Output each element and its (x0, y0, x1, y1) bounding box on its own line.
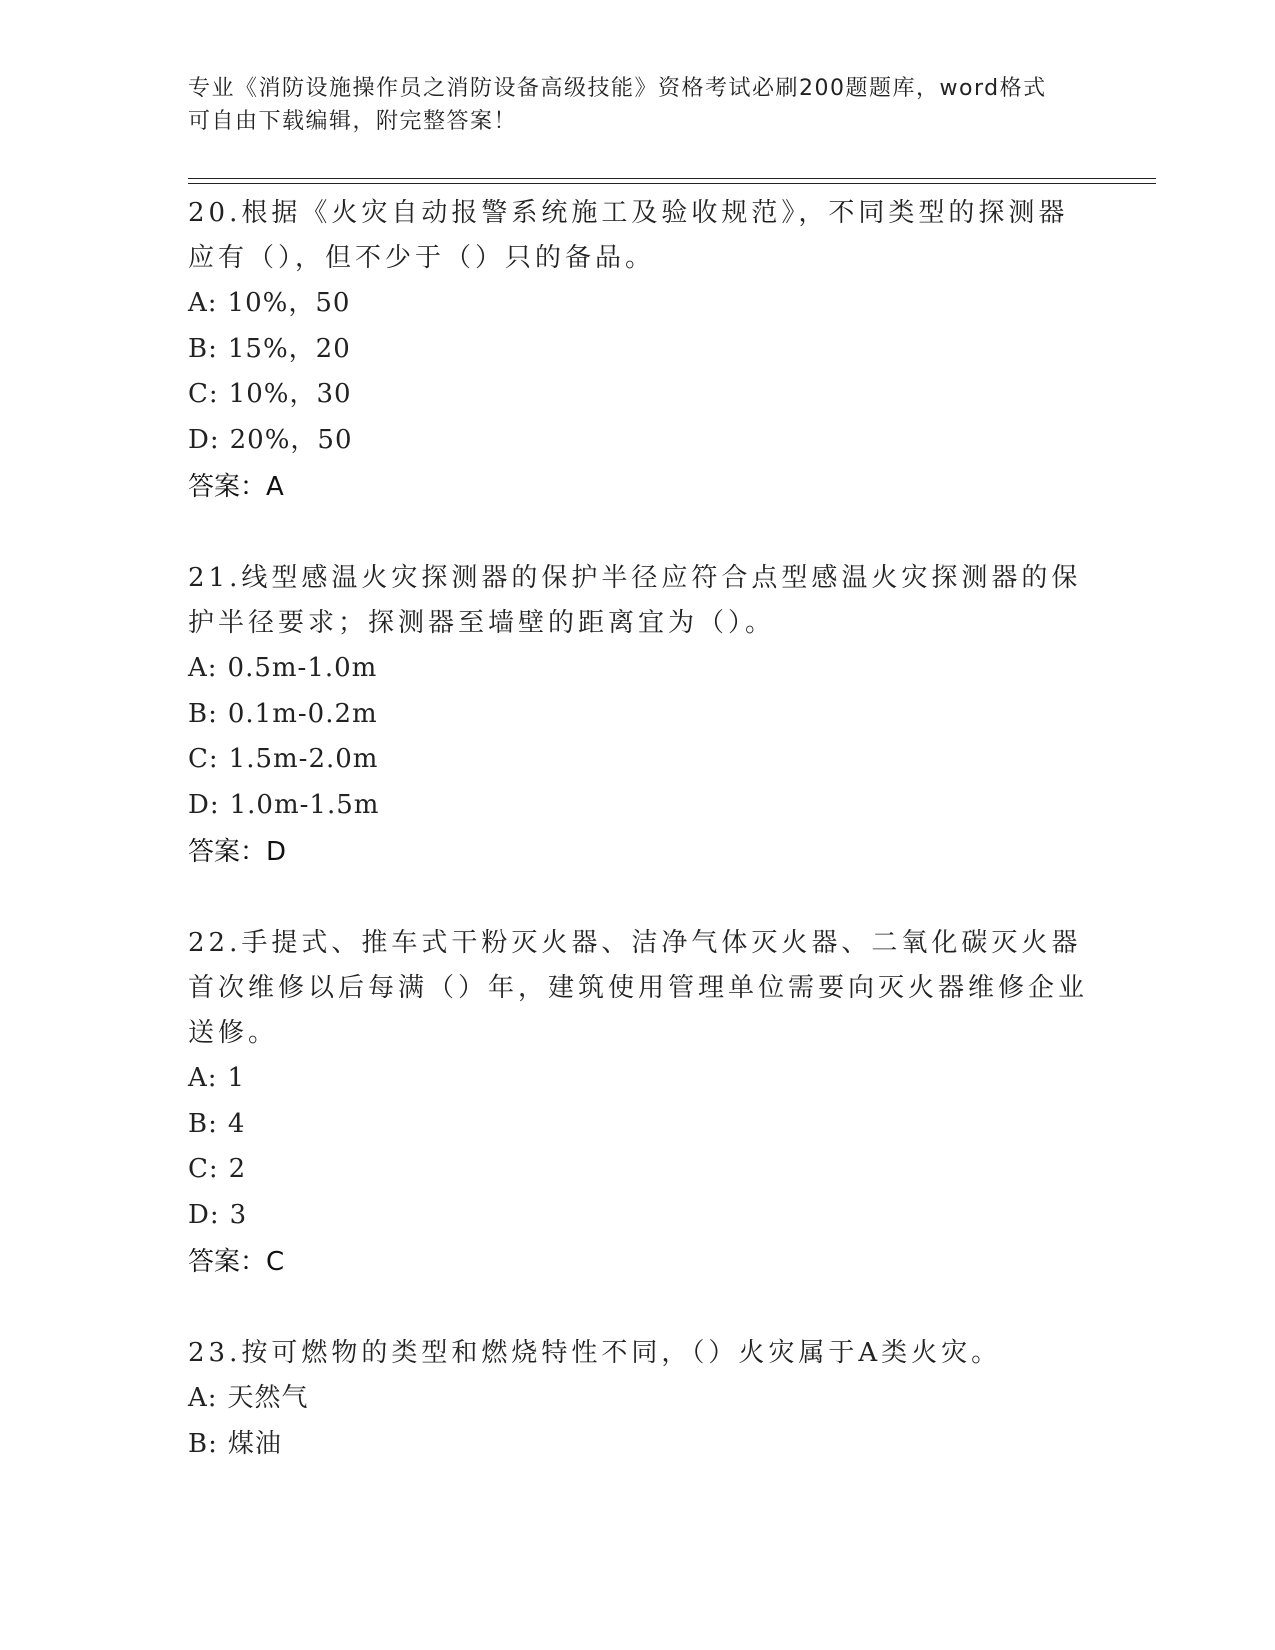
option-text: 天然气 (227, 1383, 309, 1413)
option-text: 3 (229, 1199, 248, 1230)
question-22 (188, 921, 1088, 1284)
option-key: B: (188, 1428, 218, 1459)
option-text: 1.5m-2.0m (228, 744, 379, 774)
question-21 (188, 556, 1088, 874)
option-text: 15%，20 (227, 333, 351, 364)
option-text: 1.0m-1.5m (229, 789, 380, 820)
option-key: A: (188, 1383, 218, 1413)
question-stem: 20.根据《火灾自动报警系统施工及验收规范》，不同类型的探测器应有（），但不少于（）只的备品。 (188, 198, 1069, 273)
option-key: C: (188, 744, 219, 774)
option-text: 1 (227, 1063, 246, 1093)
option-key: D: (188, 1199, 220, 1230)
answer-line: 答案：C (188, 1247, 285, 1277)
option-key: D: (188, 424, 220, 455)
header-divider-bottom (188, 183, 1156, 184)
option-b (188, 327, 1088, 373)
option-text: 0.5m-1.0m (227, 653, 378, 683)
question-stem: 23.按可燃物的类型和燃烧特性不同，（）火灾属于A类火灾。 (188, 1338, 1002, 1368)
option-text: 10%，30 (228, 379, 352, 409)
option-c (188, 737, 1088, 783)
option-c (188, 1147, 1088, 1193)
option-d (188, 1193, 1088, 1239)
question-20 (188, 191, 1088, 509)
option-a (188, 281, 1088, 327)
question-23 (188, 1331, 1088, 1467)
document-header: 专业《消防设施操作员之消防设备高级技能》资格考试必刷200题题库，word格式可自由下载编辑，附完整答案！ (188, 76, 1047, 134)
option-key: B: (188, 698, 218, 729)
option-key: A: (188, 653, 218, 683)
option-text: 2 (228, 1154, 247, 1184)
option-a (188, 646, 1088, 692)
option-c (188, 372, 1088, 418)
option-text: 20%，50 (229, 424, 353, 455)
option-key: D: (188, 789, 220, 820)
option-a (188, 1376, 1088, 1422)
option-text: 10%，50 (227, 288, 351, 318)
option-key: A: (188, 288, 218, 318)
answer-line: 答案：A (188, 472, 284, 502)
option-key: C: (188, 379, 219, 409)
option-b (188, 1422, 1088, 1468)
question-list (188, 191, 1088, 1514)
option-text: 0.1m-0.2m (227, 698, 378, 729)
question-stem: 21.线型感温火灾探测器的保护半径应符合点型感温火灾探测器的保护半径要求；探测器至墙壁的距离宜为（）。 (188, 563, 1082, 638)
option-key: B: (188, 1108, 218, 1139)
question-stem: 22.手提式、推车式干粉灭火器、洁净气体灭火器、二氧化碳灭火器首次维修以后每满（）年，建筑使用管理单位需要向灭火器维修企业送修。 (188, 928, 1089, 1048)
option-key: A: (188, 1063, 218, 1093)
option-key: C: (188, 1154, 219, 1184)
option-d (188, 418, 1088, 464)
option-text: 煤油 (227, 1428, 282, 1459)
option-d (188, 783, 1088, 829)
option-a (188, 1056, 1088, 1102)
option-text: 4 (227, 1108, 246, 1139)
header-divider-top (188, 178, 1156, 179)
answer-line: 答案：D (188, 837, 287, 867)
option-b (188, 692, 1088, 738)
option-b (188, 1102, 1088, 1148)
option-key: B: (188, 333, 218, 364)
